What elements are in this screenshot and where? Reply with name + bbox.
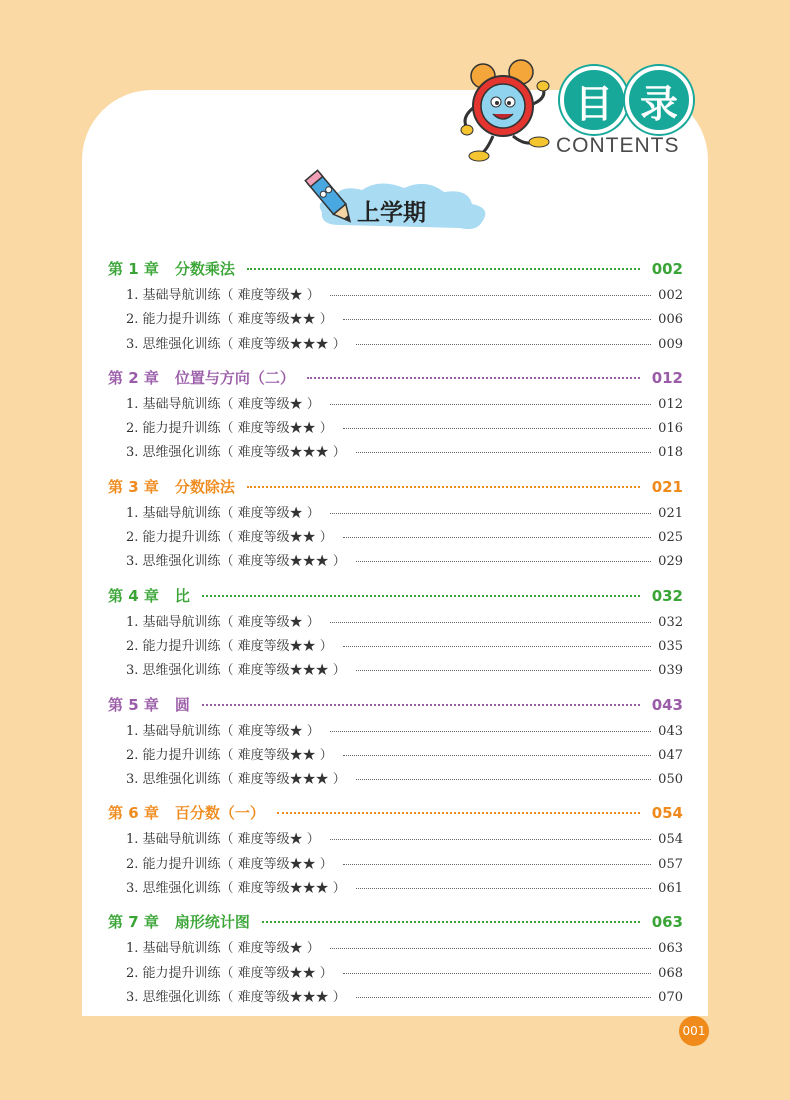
chapter-number: 第 7 章: [108, 913, 159, 932]
lesson-title: 3. 思维强化训练（ 难度等级★★★ ）: [126, 336, 346, 352]
chapter-row[interactable]: [108, 694, 683, 720]
chapter-row[interactable]: [108, 585, 683, 611]
title-char-circle-1: 目: [560, 66, 628, 134]
lesson-page: 068: [658, 965, 683, 981]
leader-dots: [356, 561, 651, 562]
lesson-page: 029: [658, 554, 683, 570]
pencil-mascot-icon: [302, 168, 362, 232]
lesson-page: 061: [658, 881, 683, 897]
chapter-number: 第 4 章: [108, 586, 159, 605]
leader-dots: [356, 888, 651, 889]
contents-subtitle: CONTENTS: [556, 134, 680, 157]
lesson-title: 3. 思维强化训练（ 难度等级★★★ ）: [126, 772, 346, 788]
leader-dots: [356, 997, 651, 998]
lesson-row[interactable]: [108, 393, 683, 417]
leader-dots: [356, 344, 651, 345]
chapter-row[interactable]: [108, 802, 683, 828]
chapter-title: 分数除法: [174, 477, 235, 496]
lesson-row[interactable]: [108, 853, 683, 877]
chapter-section: [108, 911, 683, 1010]
leader-dots: [307, 377, 640, 379]
leader-dots: [330, 295, 651, 296]
lesson-page: 070: [658, 989, 683, 1005]
chapter-number: 第 5 章: [108, 695, 159, 714]
lesson-page: 032: [658, 614, 683, 630]
page-number-badge: 001: [679, 1016, 709, 1046]
leader-dots: [330, 513, 651, 514]
chapter-number: 第 3 章: [108, 477, 159, 496]
leader-dots: [247, 486, 640, 488]
chapter-section: [108, 802, 683, 901]
lesson-title: 2. 能力提升训练（ 难度等级★★ ）: [126, 747, 333, 763]
chapter-page: 054: [651, 804, 683, 823]
lesson-row[interactable]: [108, 550, 683, 574]
lesson-page: 063: [658, 941, 683, 957]
lesson-title: 2. 能力提升训练（ 难度等级★★ ）: [126, 965, 333, 981]
chapter-number: 第 2 章: [108, 368, 159, 387]
leader-dots: [343, 537, 651, 538]
chapter-page: 032: [651, 586, 683, 605]
chapter-title: 圆: [174, 695, 190, 714]
leader-dots: [330, 948, 651, 949]
leader-dots: [330, 839, 651, 840]
lesson-row[interactable]: [108, 828, 683, 852]
lesson-page: 035: [658, 638, 683, 654]
lesson-title: 2. 能力提升训练（ 难度等级★★ ）: [126, 421, 333, 437]
chapter-page: 012: [651, 368, 683, 387]
lesson-title: 2. 能力提升训练（ 难度等级★★ ）: [126, 856, 333, 872]
lesson-title: 1. 基础导航训练（ 难度等级★ ）: [126, 832, 320, 848]
leader-dots: [277, 812, 640, 814]
leader-dots: [343, 755, 651, 756]
chapter-section: [108, 694, 683, 793]
leader-dots: [247, 268, 640, 270]
leader-dots: [343, 973, 651, 974]
lesson-row[interactable]: [108, 720, 683, 744]
leader-dots: [356, 779, 651, 780]
leader-dots: [330, 622, 651, 623]
lesson-page: 018: [658, 445, 683, 461]
lesson-row[interactable]: [108, 744, 683, 768]
lesson-title: 3. 思维强化训练（ 难度等级★★★ ）: [126, 445, 346, 461]
leader-dots: [356, 452, 651, 453]
lesson-page: 012: [658, 396, 683, 412]
lesson-title: 1. 基础导航训练（ 难度等级★ ）: [126, 614, 320, 630]
chapter-section: [108, 476, 683, 575]
lesson-page: 016: [658, 421, 683, 437]
chapter-title: 比: [174, 586, 190, 605]
lesson-page: 009: [658, 336, 683, 352]
lesson-title: 2. 能力提升训练（ 难度等级★★ ）: [126, 638, 333, 654]
chapter-title: 扇形统计图: [174, 913, 250, 932]
leader-dots: [330, 404, 651, 405]
lesson-page: 021: [658, 505, 683, 521]
chapter-page: 063: [651, 913, 683, 932]
chapter-row[interactable]: [108, 367, 683, 393]
lesson-page: 054: [658, 832, 683, 848]
chapter-title: 百分数（一）: [174, 804, 265, 823]
lesson-row[interactable]: [108, 635, 683, 659]
lesson-page: 057: [658, 856, 683, 872]
chapter-number: 第 1 章: [108, 260, 159, 278]
lesson-page: 047: [658, 747, 683, 763]
lesson-title: 1. 基础导航训练（ 难度等级★ ）: [126, 288, 320, 303]
leader-dots: [343, 646, 651, 647]
lesson-title: 1. 基础导航训练（ 难度等级★ ）: [126, 723, 320, 739]
lesson-title: 3. 思维强化训练（ 难度等级★★★ ）: [126, 881, 346, 897]
lesson-row[interactable]: [108, 962, 683, 986]
chapter-title: 位置与方向（二）: [174, 368, 295, 387]
chapter-row[interactable]: [108, 476, 683, 502]
lesson-row[interactable]: [108, 441, 683, 465]
chapter-title: 分数乘法: [174, 260, 235, 278]
leader-dots: [202, 595, 640, 597]
chapter-section: [108, 258, 683, 357]
chapter-section: [108, 367, 683, 466]
lesson-row[interactable]: [108, 986, 683, 1010]
lesson-row[interactable]: [108, 284, 683, 308]
table-of-contents: [108, 258, 683, 1020]
leader-dots: [343, 319, 651, 320]
chapter-row[interactable]: [108, 911, 683, 937]
leader-dots: [343, 864, 651, 865]
title-char-circle-2: 录: [625, 66, 693, 134]
lesson-title: 2. 能力提升训练（ 难度等级★★ ）: [126, 530, 333, 546]
lesson-row[interactable]: [108, 937, 683, 961]
lesson-page: 050: [658, 772, 683, 788]
lesson-row[interactable]: [108, 526, 683, 550]
chapter-row[interactable]: [108, 258, 683, 284]
lesson-title: 3. 思维强化训练（ 难度等级★★★ ）: [126, 554, 346, 570]
lesson-page: 025: [658, 530, 683, 546]
lesson-row[interactable]: [108, 417, 683, 441]
lesson-row[interactable]: [108, 768, 683, 792]
lesson-title: 3. 思维强化训练（ 难度等级★★★ ）: [126, 663, 346, 679]
lesson-row[interactable]: [108, 611, 683, 635]
chapter-page: 043: [651, 695, 683, 714]
lesson-page: 039: [658, 663, 683, 679]
lesson-title: 1. 基础导航训练（ 难度等级★ ）: [126, 396, 320, 412]
lesson-row[interactable]: [108, 308, 683, 332]
leader-dots: [356, 670, 651, 671]
lesson-row[interactable]: [108, 333, 683, 357]
semester-title: 上学期: [357, 200, 426, 226]
lesson-title: 3. 思维强化训练（ 难度等级★★★ ）: [126, 989, 346, 1005]
lesson-page: 043: [658, 723, 683, 739]
lesson-row[interactable]: [108, 659, 683, 683]
chapter-page: 021: [651, 477, 683, 496]
lesson-title: 2. 能力提升训练（ 难度等级★★ ）: [126, 312, 333, 328]
lesson-row[interactable]: [108, 877, 683, 901]
chapter-number: 第 6 章: [108, 804, 159, 823]
lesson-row[interactable]: [108, 502, 683, 526]
chapter-page: 002: [651, 260, 683, 278]
lesson-title: 1. 基础导航训练（ 难度等级★ ）: [126, 941, 320, 957]
leader-dots: [262, 921, 640, 923]
lesson-page: 006: [658, 312, 683, 328]
leader-dots: [202, 704, 640, 706]
leader-dots: [343, 428, 651, 429]
lesson-page: 002: [658, 288, 683, 303]
lesson-title: 1. 基础导航训练（ 难度等级★ ）: [126, 505, 320, 521]
leader-dots: [330, 731, 651, 732]
chapter-section: [108, 585, 683, 684]
